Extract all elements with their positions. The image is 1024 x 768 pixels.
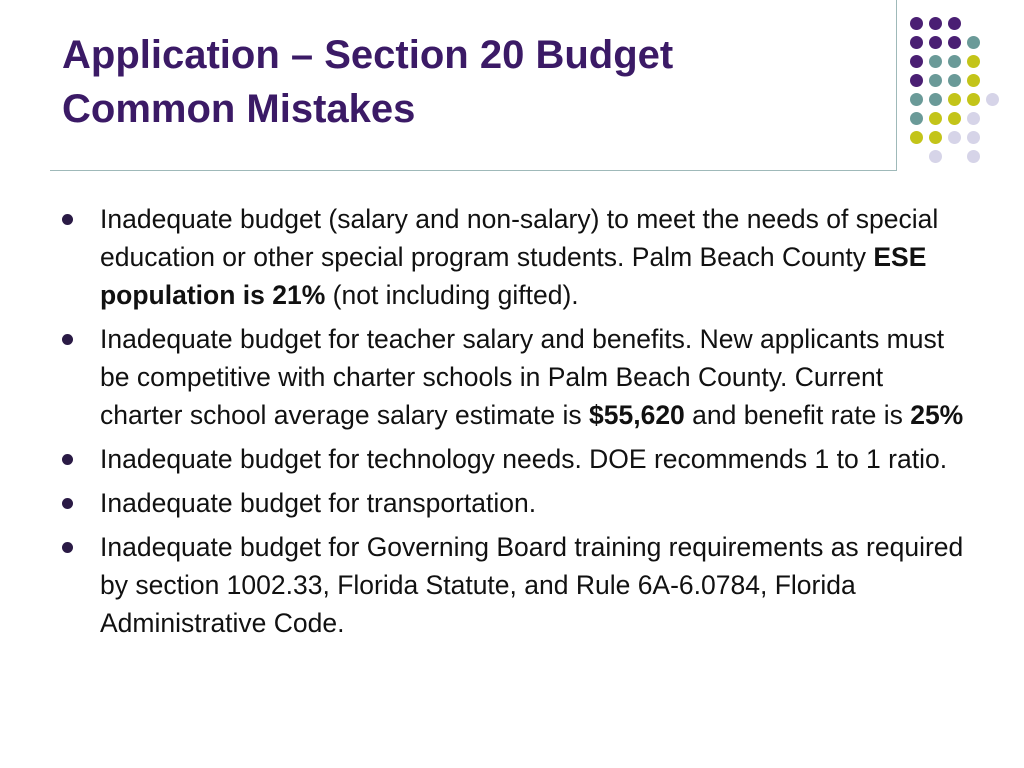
decor-dot: [910, 131, 923, 144]
decor-dot: [910, 55, 923, 68]
bullet-text: and benefit rate is: [684, 400, 911, 430]
decor-dot: [929, 55, 942, 68]
decor-dot: [967, 112, 980, 125]
title-line-2: Common Mistakes: [62, 87, 416, 131]
bullet-text: (not including gifted).: [325, 280, 579, 310]
decor-dot: [929, 150, 942, 163]
decor-dot: [929, 131, 942, 144]
decor-dot: [967, 55, 980, 68]
decor-dot: [967, 74, 980, 87]
bullet-text: Inadequate budget for Governing Board training requirements as required by section 1002.33, Florida Statute, and Rule 6A-6.0784, Florida Administrative Code.: [100, 532, 964, 638]
decor-dot: [948, 36, 961, 49]
bullet-text: Inadequate budget (salary and non-salary) to meet the needs of special education or other special program students. Palm Beach County: [100, 204, 939, 272]
bullet-icon: [62, 498, 73, 509]
decor-dot: [929, 74, 942, 87]
bullet-emphasis: ESE population is 21%: [100, 242, 927, 310]
decor-dot: [948, 93, 961, 106]
bullet-emphasis: $55,620: [589, 400, 685, 430]
bullet-icon: [62, 334, 73, 345]
decor-dot: [967, 150, 980, 163]
bullet-list: [62, 200, 972, 648]
bullet-item: [62, 320, 972, 434]
decor-dot: [948, 17, 961, 30]
title-line-1: Application – Section 20 Budget: [62, 33, 674, 77]
decor-dot: [910, 17, 923, 30]
title-divider-horizontal: [50, 170, 897, 171]
bullet-icon: [62, 542, 73, 553]
decor-dot: [910, 93, 923, 106]
bullet-item: [62, 528, 972, 642]
decor-dot: [986, 93, 999, 106]
decor-dot: [910, 112, 923, 125]
bullet-text: Inadequate budget for technology needs. DOE recommends 1 to 1 ratio.: [100, 444, 948, 474]
bullet-icon: [62, 214, 73, 225]
decor-dot: [967, 131, 980, 144]
slide-title: [62, 28, 862, 136]
decorative-dot-grid: [900, 10, 1010, 170]
decor-dot: [948, 112, 961, 125]
bullet-icon: [62, 454, 73, 465]
title-divider-vertical: [896, 0, 897, 171]
decor-dot: [929, 17, 942, 30]
bullet-text: Inadequate budget for transportation.: [100, 488, 537, 518]
decor-dot: [910, 36, 923, 49]
bullet-item: [62, 200, 972, 314]
decor-dot: [948, 74, 961, 87]
decor-dot: [929, 36, 942, 49]
decor-dot: [929, 112, 942, 125]
decor-dot: [910, 74, 923, 87]
bullet-emphasis: 25%: [910, 400, 964, 430]
decor-dot: [948, 131, 961, 144]
decor-dot: [967, 93, 980, 106]
bullet-item: [62, 440, 972, 478]
bullet-item: [62, 484, 972, 522]
decor-dot: [929, 93, 942, 106]
bullet-text: Inadequate budget for teacher salary and benefits. New applicants must be competitive with charter schools in Palm Beach County. Current charter school average salary estimate is: [100, 324, 945, 430]
decor-dot: [967, 36, 980, 49]
decor-dot: [948, 55, 961, 68]
